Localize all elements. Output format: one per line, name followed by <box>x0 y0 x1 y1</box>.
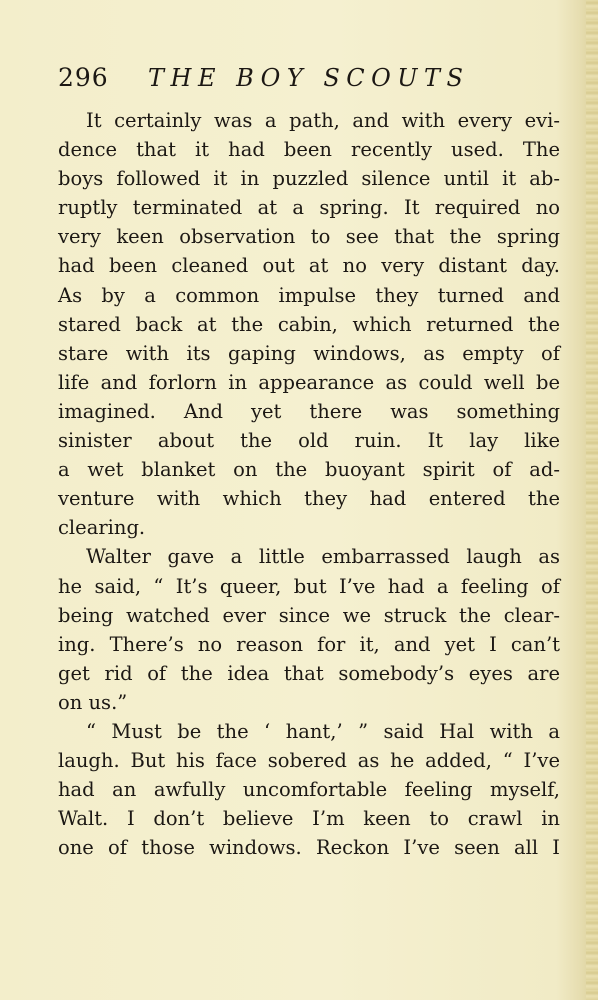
text-line: very keen observation to see that the spring <box>58 225 560 249</box>
page-number: 296 <box>58 63 109 92</box>
text-line: venture with which they had entered the <box>58 487 560 511</box>
text-line: Walter gave a little embarrassed laugh as <box>86 545 560 569</box>
text-line: clearing. <box>58 516 146 540</box>
text-line: sinister about the old ruin. It lay like <box>58 429 560 453</box>
body-text <box>58 106 560 862</box>
text-line: boys followed it in puzzled silence until it ab- <box>58 167 560 191</box>
text-line: It certainly was a path, and with every evi- <box>86 109 560 132</box>
text-line: stare with its gaping windows, as empty of <box>58 341 560 365</box>
text-line: a wet blanket on the buoyant spirit of ad- <box>58 458 560 482</box>
text-line: on us.” <box>58 690 128 714</box>
text-line: had been cleaned out at no very distant day. <box>58 254 560 278</box>
text-line: ing. There’s no reason for it, and yet I can’t <box>58 632 560 656</box>
text-line: he said, “ It’s queer, but I’ve had a feeling of <box>58 574 560 598</box>
text-line: Walt. I don’t believe I’m keen to crawl in <box>58 807 560 831</box>
text-line: one of those windows. Reckon I’ve seen all I <box>58 836 560 860</box>
text-line: being watched ever since we struck the clear- <box>58 603 560 627</box>
page-edge <box>586 0 598 1000</box>
text-line: get rid of the idea that somebody’s eyes are <box>58 661 560 685</box>
running-title: THE BOY SCOUTS <box>148 64 470 92</box>
text-line: had an awfully uncomfortable feeling myself, <box>58 778 560 802</box>
running-head <box>58 62 558 94</box>
text-line: imagined. And yet there was something <box>58 399 560 423</box>
text-line: stared back at the cabin, which returned the <box>58 312 560 336</box>
text-line: As by a common impulse they turned and <box>58 283 560 307</box>
text-line: dence that it had been recently used. The <box>58 138 560 162</box>
text-line: laugh. But his face sobered as he added, “ I’ve <box>58 749 560 773</box>
text-line: ruptly terminated at a spring. It required no <box>58 196 560 220</box>
text-line: life and forlorn in appearance as could well be <box>58 370 560 394</box>
text-line: “ Must be the ‘ hant,’ ” said Hal with a <box>86 719 560 743</box>
